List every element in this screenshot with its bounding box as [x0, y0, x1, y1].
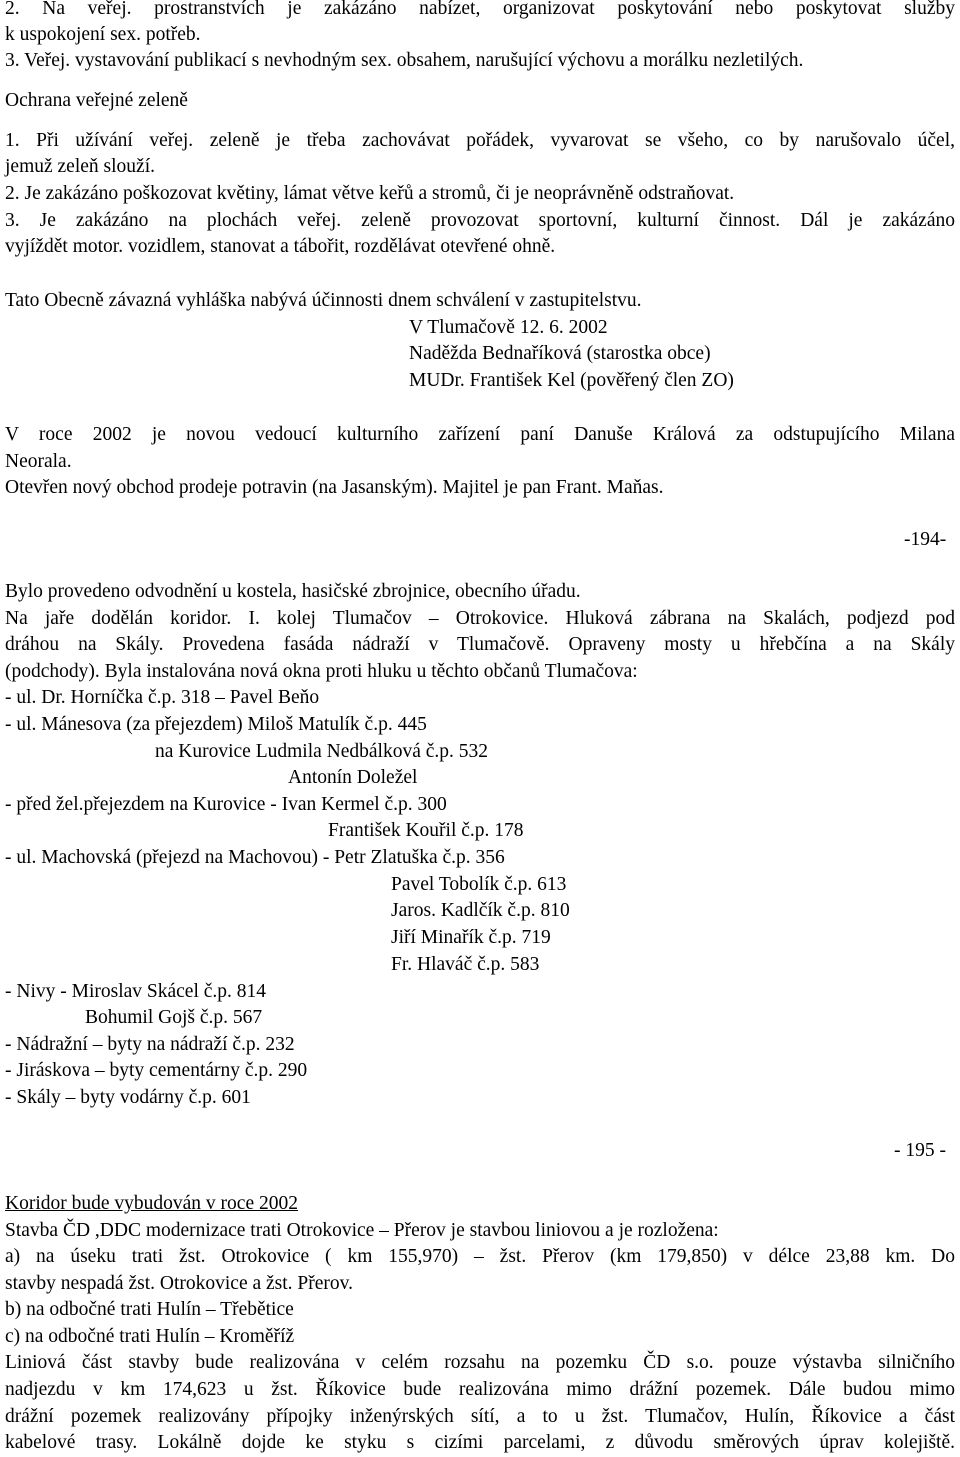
text-line: 3. Veřej. vystavování publikací s nevhodným sex. obsahem, narušující výchovu a morálku nezletilých. — [5, 50, 804, 71]
text-line: V roce 2002 je novou vedoucí kulturního zařízení paní Danuše Králová za odstupujícího Milana — [5, 424, 955, 445]
text-line: stavby nespadá žst. Otrokovice a žst. Přerov. — [5, 1273, 354, 1294]
text-line: vyjíždět motor. vozidlem, stanovat a tábořit, rozdělávat otevřené ohně. — [5, 236, 556, 257]
list-subitem: Jaros. Kadlčík č.p. 810 — [391, 900, 570, 921]
list-item: - ul. Machovská (přejezd na Machovou) - Petr Zlatuška č.p. 356 — [5, 847, 505, 868]
list-subitem: na Kurovice Ludmila Nedbálková č.p. 532 — [155, 741, 489, 762]
list-subitem: Antonín Doležel — [288, 767, 418, 788]
list-item: - ul. Dr. Horníčka č.p. 318 – Pavel Beňo — [5, 687, 320, 708]
list-subitem: František Kouřil č.p. 178 — [328, 820, 524, 841]
text-line: drážní pozemek realizovány přípojky inženýrských sítí, a to u žst. Tlumačov, Hulín, Říkovice a část — [5, 1406, 955, 1427]
page-number: - 195 - — [894, 1140, 946, 1161]
text-line: nadjezdu v km 174,623 u žst. Říkovice bude realizována mimo drážní pozemek. Dále budou mimo — [5, 1379, 955, 1400]
list-item: - Nivy - Miroslav Skácel č.p. 814 — [5, 981, 267, 1002]
text-line: kabelové trasy. Lokálně dojde ke styku s cizími parcelami, z důvodu směrových úprav kolejiště. — [5, 1432, 955, 1453]
list-subitem: Jiří Minařík č.p. 719 — [391, 927, 551, 948]
text-line: Stavba ČD ,DDC modernizace trati Otrokovice – Přerov je stavbou liniovou a je rozložena: — [5, 1220, 719, 1241]
section-heading: Koridor bude vybudován v roce 2002 — [5, 1193, 298, 1214]
signature-place-date: V Tlumačově 12. 6. 2002 — [409, 317, 608, 338]
text-line: Neorala. — [5, 451, 72, 472]
text-line: jemuž zeleň slouží. — [5, 156, 155, 177]
text-line: Na jaře dodělán koridor. I. kolej Tlumačov – Otrokovice. Hluková zábrana na Skalách, podjezd pod — [5, 608, 955, 629]
text-line: c) na odbočné trati Hulín – Kroměříž — [5, 1326, 295, 1347]
text-line: Tato Obecně závazná vyhláška nabývá účinnosti dnem schválení v zastupitelstvu. — [5, 290, 642, 311]
text-line: 3. Je zakázáno na plochách veřej. zeleně provozovat sportovní, kulturní činnost. Dál je zakázáno — [5, 210, 955, 231]
list-item: - před žel.přejezdem na Kurovice - Ivan Kermel č.p. 300 — [5, 794, 447, 815]
list-item: - Jiráskova – byty cementárny č.p. 290 — [5, 1060, 308, 1081]
list-subitem: Fr. Hlaváč č.p. 583 — [391, 954, 540, 975]
text-line: b) na odbočné trati Hulín – Třebětice — [5, 1299, 294, 1320]
section-heading: Ochrana veřejné zeleně — [5, 90, 188, 111]
list-subitem: Pavel Tobolík č.p. 613 — [391, 874, 567, 895]
text-line: (podchody). Byla instalována nová okna proti hluku u těchto občanů Tlumačova: — [5, 661, 638, 682]
list-subitem: Bohumil Gojš č.p. 567 — [85, 1007, 263, 1028]
list-item: - Skály – byty vodárny č.p. 601 — [5, 1087, 251, 1108]
list-item: - ul. Mánesova (za přejezdem) Miloš Matulík č.p. 445 — [5, 714, 427, 735]
text-line: 2. Na veřej. prostranstvích je zakázáno nabízet, organizovat poskytování nebo poskytovat služby — [5, 0, 955, 19]
signature-member: MUDr. František Kel (pověřený člen ZO) — [409, 370, 734, 391]
signature-mayor: Naděžda Bednaříková (starostka obce) — [409, 343, 711, 364]
page-number: -194- — [904, 529, 947, 550]
list-item: - Nádražní – byty na nádraží č.p. 232 — [5, 1034, 295, 1055]
text-line: k uspokojení sex. potřeb. — [5, 24, 201, 45]
text-line: 1. Při užívání veřej. zeleně je třeba zachovávat pořádek, vyvarovat se všeho, co by narušovalo účel, — [5, 130, 955, 151]
text-line: dráhou na Skály. Provedena fasáda nádraží v Tlumačově. Opraveny mosty u hřebčína a na Skály — [5, 634, 955, 655]
text-line: a) na úseku trati žst. Otrokovice ( km 155,970) – žst. Přerov (km 179,850) v délce 23,88 km. Do — [5, 1246, 955, 1267]
text-line: Liniová část stavby bude realizována v celém rozsahu na pozemku ČD s.o. pouze výstavba silničního — [5, 1352, 955, 1373]
text-line: Bylo provedeno odvodnění u kostela, hasičské zbrojnice, obecního úřadu. — [5, 581, 581, 602]
text-line: 2. Je zakázáno poškozovat květiny, lámat větve keřů a stromů, či je neoprávněně odstraňovat. — [5, 183, 735, 204]
text-line: Otevřen nový obchod prodeje potravin (na Jasanským). Majitel je pan Frant. Maňas. — [5, 477, 664, 498]
